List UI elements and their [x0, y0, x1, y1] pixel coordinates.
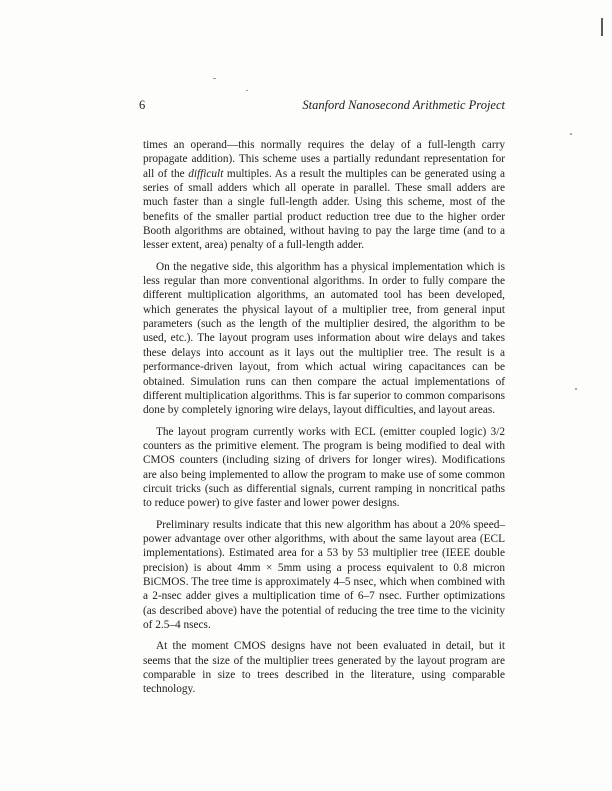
paragraph: At the moment CMOS designs have not been evaluated in detail, but it seems that the size of the multiplier trees generated by the layout program are comparable in size to trees described in the literature, using comparable technology.	[143, 640, 505, 696]
paragraph-text: times an operand—this normally requires the delay of a full-length carry propagate addition). This scheme uses a partially redundant representation for all of the	[143, 139, 505, 180]
scan-artifact	[575, 388, 577, 390]
paragraph: On the negative side, this algorithm has a physical implementation which is less regular than more conventional algorithms. In order to fully compare the different multiplication algorithms, an automated tool has been developed, which generates the physical layout of a multiplier tree, from general input parameters (such as the length of the multiplier desired, the algorithm to be used, etc.). The layout program uses information about wire delays and takes these delays into account as it lays out the multiplier tree. The result is a performance-driven layout, from which actual wiring capacitances can be obtained. Simulation runs can then compare the actual implementations of different multiplication algorithms. This is far superior to common comparisons done by completely ignoring wire delays, layout difficulties, and layout areas.	[143, 260, 505, 417]
paragraph	[143, 138, 505, 253]
paragraph: The layout program currently works with ECL (emitter coupled logic) 3/2 counters as the primitive element. The program is being modified to deal with CMOS counters (including sizing of drivers for longer wires). Modifications are also being implemented to allow the program to make use of some common circuit tricks (such as differential signals, current ramping in noncritical paths to reduce power) to give faster and lower power designs.	[143, 425, 505, 510]
emphasized-word: difficult	[188, 167, 224, 180]
scan-artifact	[601, 18, 603, 36]
scan-artifact	[246, 90, 248, 91]
scan-artifact	[570, 133, 572, 135]
body-text	[143, 138, 505, 704]
running-title: Stanford Nanosecond Arithmetic Project	[302, 98, 505, 112]
scan-artifact	[213, 78, 216, 79]
paragraph: Preliminary results indicate that this new algorithm has about a 20% speed–power advantage over other algorithms, with about the same layout area (ECL implementations). Estimated area for a 53 by 53 multiplier tree (IEEE double precision) is about 4mm × 5mm using a process equivalent to 0.8 micron BiCMOS. The tree time is approximately 4–5 nsec, which when combined with a 2-nsec adder gives a multiplication time of 6–7 nsec. Further optimizations (as described above) have the potential of reducing the tree time to the vicinity of 2.5–4 nsecs.	[143, 518, 505, 631]
page-number: 6	[139, 98, 146, 112]
paragraph-text: multiples. As a result the multiples can be generated using a series of small adders which all operate in parallel. These small adders are much faster than a single full-length adder. Using this scheme, most of the benefits of the smaller partial product reduction tree due to the higher order Booth algorithms are obtained, without having to pay the large time (and to a lesser extent, area) penalty of a full-length adder.	[143, 167, 505, 252]
